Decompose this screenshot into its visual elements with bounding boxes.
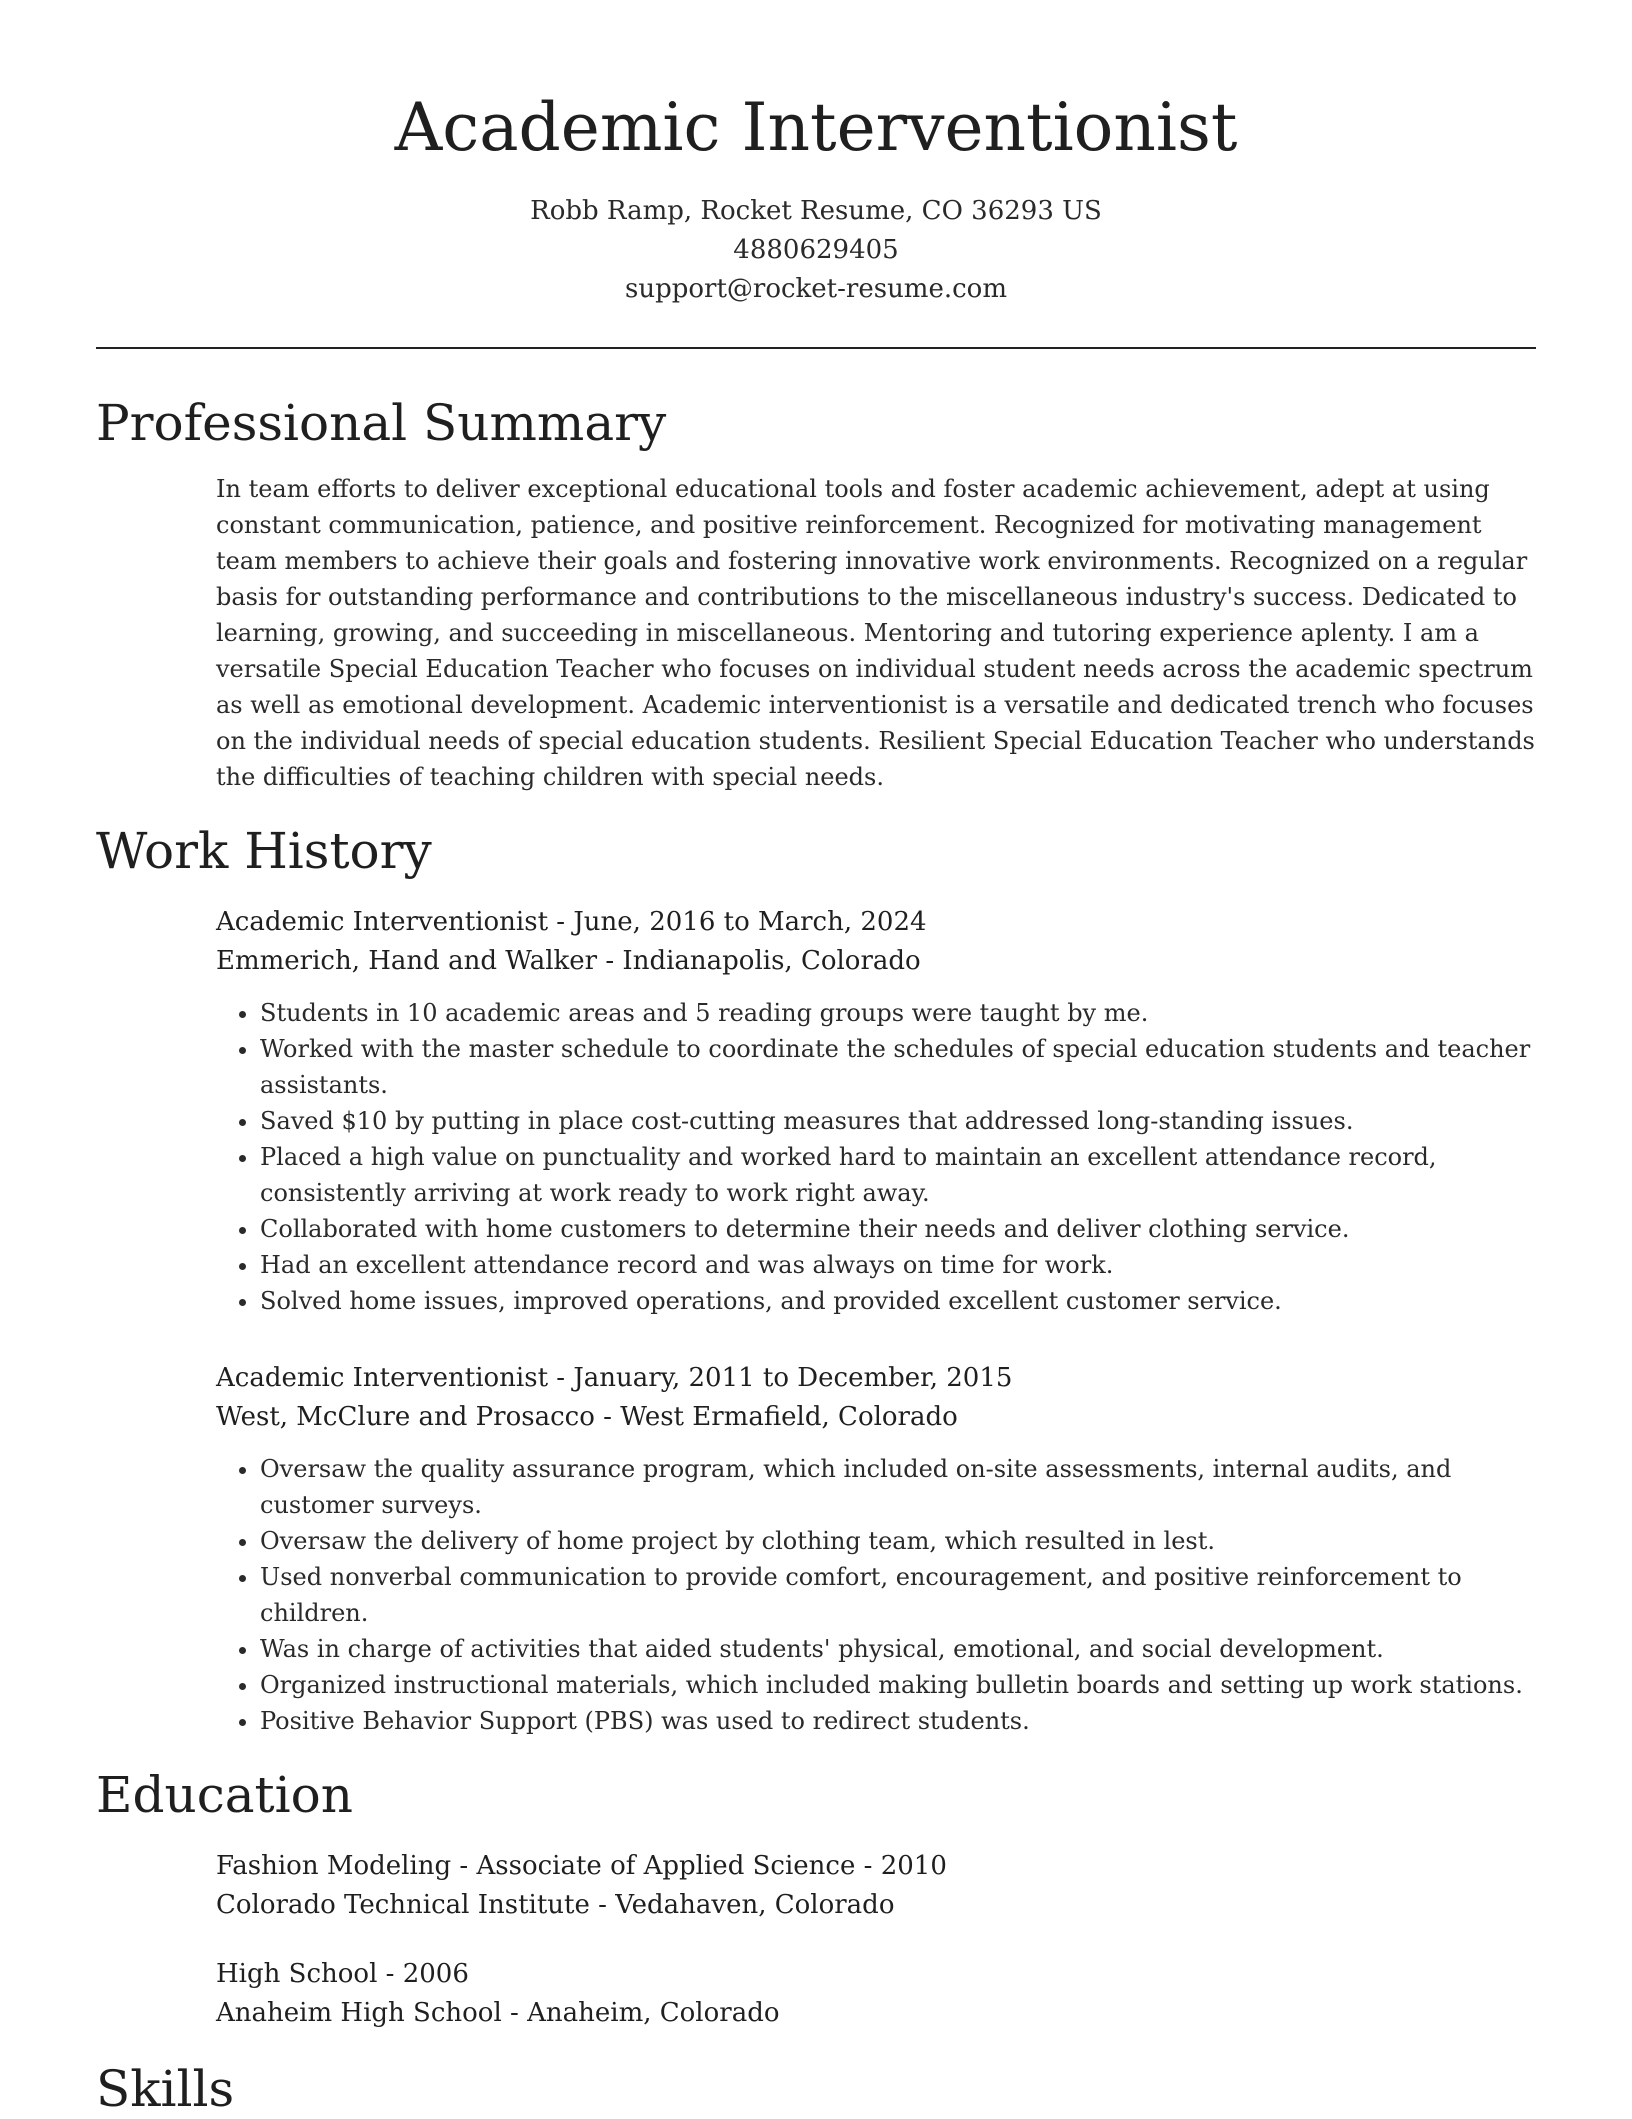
list-item: • Organized instructional materials, which included making bulletin boards and setting up work stations. xyxy=(260,1667,1536,1703)
section-title-work-history: Work History xyxy=(96,822,432,880)
summary-section xyxy=(96,471,1536,795)
contact-email: support@rocket-resume.com xyxy=(624,274,1007,304)
job-location: Indianapolis, Colorado xyxy=(622,946,921,976)
list-item: • Solved home issues, improved operations, and provided excellent customer service. xyxy=(260,1283,1536,1319)
job-dates: June, 2016 to March, 2024 xyxy=(573,907,927,937)
education-school-line: Anaheim High School - Anaheim, Colorado xyxy=(216,1998,780,2028)
job-bullets xyxy=(216,995,1536,1319)
job-title-line: Academic Interventionist - June, 2016 to March, 2024 xyxy=(216,907,927,937)
education-section xyxy=(96,1847,1536,2033)
list-item: • Worked with the master schedule to coordinate the schedules of special education students and teacher assistants. xyxy=(260,1031,1536,1103)
education-school: Colorado Technical Institute xyxy=(216,1890,590,1920)
job-title: Academic Interventionist xyxy=(216,1363,549,1393)
education-entry xyxy=(216,1955,1536,2033)
list-item: • Had an excellent attendance record and was always on time for work. xyxy=(260,1247,1536,1283)
education-location: Vedahaven, Colorado xyxy=(615,1890,895,1920)
contact-address: Robb Ramp, Rocket Resume, CO 36293 US xyxy=(530,196,1102,226)
section-title-skills: Skills xyxy=(96,2060,235,2118)
list-item: • Collaborated with home customers to determine their needs and deliver clothing service. xyxy=(260,1211,1536,1247)
education-entry xyxy=(216,1847,1536,1925)
job-employer-line: Emmerich, Hand and Walker - Indianapolis, Colorado xyxy=(216,946,921,976)
summary-text: In team efforts to deliver exceptional educational tools and foster academic achievement, adept at using constant communication, patience, and positive reinforcement. Recognized for motivating management team members to achieve their goals and fostering innovative work environments. Recognized on a regular basis for outstanding performance and contributions to the miscellaneous industry's success. Dedicated to learning, growing, and succeeding in miscellaneous. Mentoring and tutoring experience aplenty. I am a versatile Special Education Teacher who focuses on individual student needs across the academic spectrum as well as emotional development. Academic interventionist is a versatile and dedicated trench who focuses on the individual needs of special education students. Resilient Special Education Teacher who understands the difficulties of teaching children with special needs. xyxy=(216,475,1535,791)
list-item: • Saved $10 by putting in place cost-cutting measures that addressed long-standing issues. xyxy=(260,1103,1536,1139)
job-bullets xyxy=(216,1451,1536,1739)
job-title-line: Academic Interventionist - January, 2011 to December, 2015 xyxy=(216,1363,1013,1393)
education-location: Anaheim, Colorado xyxy=(527,1998,780,2028)
job-title: Academic Interventionist xyxy=(216,907,549,937)
list-item: • Oversaw the quality assurance program, which included on-site assessments, internal audits, and customer surveys. xyxy=(260,1451,1536,1523)
list-item: • Was in charge of activities that aided students' physical, emotional, and social development. xyxy=(260,1631,1536,1667)
job-entry xyxy=(216,903,1536,1319)
job-employer-line: West, McClure and Prosacco - West Ermafield, Colorado xyxy=(216,1402,958,1432)
resume-header xyxy=(96,0,1536,309)
list-item: • Placed a high value on punctuality and worked hard to maintain an excellent attendance record, consistently arriving at work ready to work right away. xyxy=(260,1139,1536,1211)
work-history-section xyxy=(96,903,1536,1739)
education-school: Anaheim High School xyxy=(216,1998,502,2028)
job-employer: West, McClure and Prosacco xyxy=(216,1402,595,1432)
job-employer: Emmerich, Hand and Walker xyxy=(216,946,598,976)
section-title-education: Education xyxy=(96,1766,353,1824)
job-location: West Ermafield, Colorado xyxy=(620,1402,958,1432)
list-item: • Students in 10 academic areas and 5 reading groups were taught by me. xyxy=(260,995,1536,1031)
contact-info xyxy=(96,192,1536,309)
list-item: • Positive Behavior Support (PBS) was used to redirect students. xyxy=(260,1703,1536,1739)
education-degree: High School - 2006 xyxy=(216,1959,469,1989)
contact-phone: 4880629405 xyxy=(733,235,899,265)
list-item: • Used nonverbal communication to provide comfort, encouragement, and positive reinforcement to children. xyxy=(260,1559,1536,1631)
section-title-summary: Professional Summary xyxy=(96,394,667,452)
resume-title: Academic Interventionist xyxy=(394,89,1238,166)
education-school-line: Colorado Technical Institute - Vedahaven, Colorado xyxy=(216,1890,895,1920)
job-entry xyxy=(216,1359,1536,1739)
header-divider xyxy=(96,347,1536,349)
list-item: • Oversaw the delivery of home project by clothing team, which resulted in lest. xyxy=(260,1523,1536,1559)
education-degree: Fashion Modeling - Associate of Applied Science - 2010 xyxy=(216,1851,947,1881)
job-dates: January, 2011 to December, 2015 xyxy=(573,1363,1013,1393)
